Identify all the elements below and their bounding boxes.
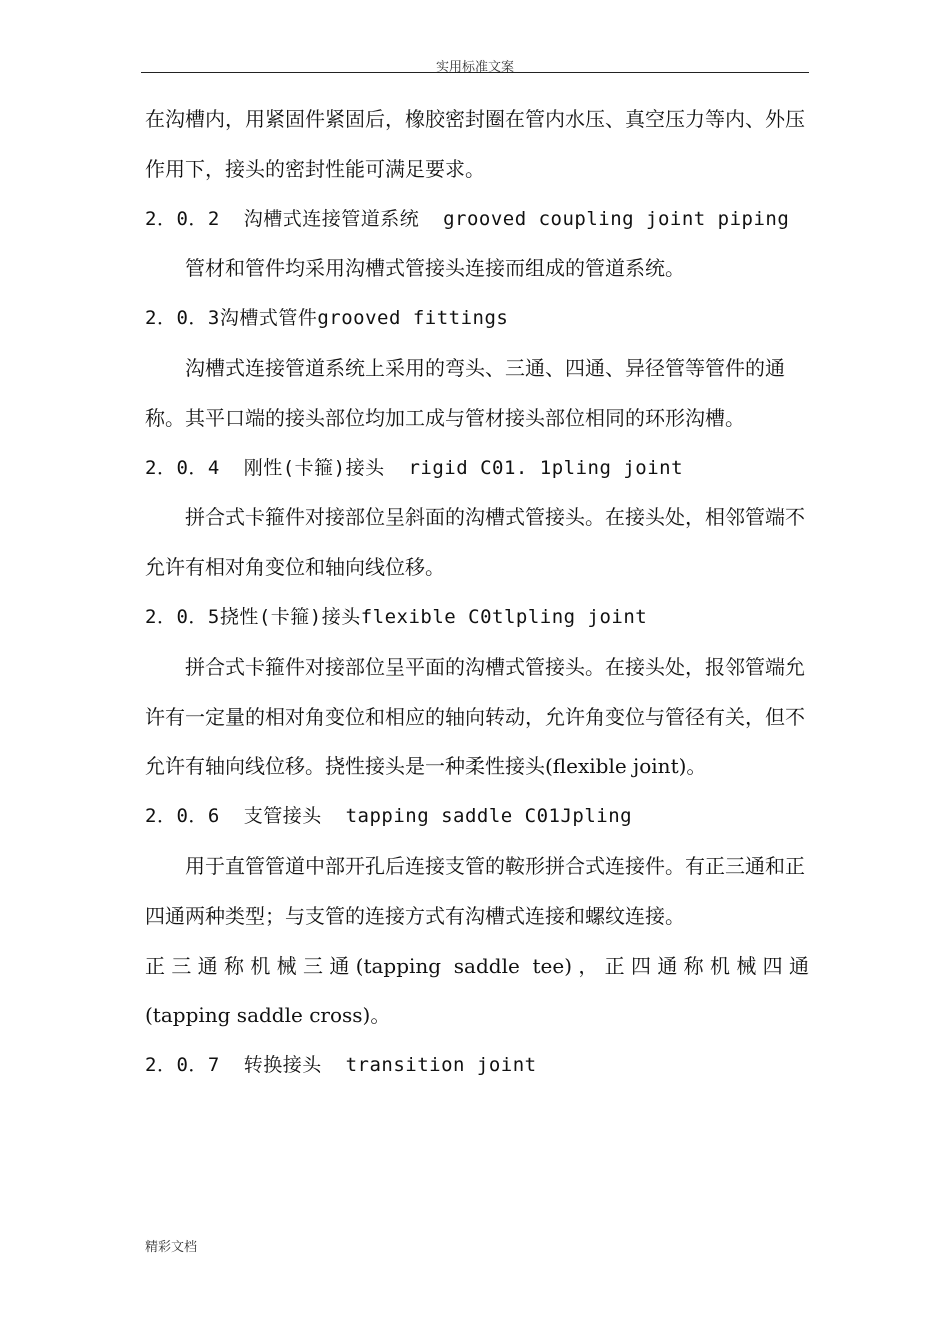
section-heading-2-0-7: 2．0．7 转换接头 transition joint — [145, 1054, 537, 1077]
section-heading-2-0-4: 2．0．4 刚性(卡箍)接头 rigid C01. 1pling joint — [145, 456, 684, 479]
section-heading-2-0-5: 2．0．5挠性(卡箍)接头flexible C0tlpling joint — [145, 605, 648, 628]
page-header-title: 实用标准文案 — [435, 60, 514, 75]
header-divider — [141, 72, 809, 73]
page-footer-label: 精彩文档 — [145, 1240, 198, 1255]
paragraph-2-0-6-end: (tapping saddle cross)。 — [145, 1003, 391, 1028]
paragraph-2-0-2: 管材和管件均采用沟槽式管接头连接而组成的管道系统。 — [185, 256, 685, 281]
paragraph-2-0-4: 拼合式卡箍件对接部位呈斜面的沟槽式管接头。在接头处，相邻管端不允许有相对角变位和轴向线位移。 — [145, 505, 805, 580]
document-body — [145, 95, 809, 1091]
paragraph-continued: 在沟槽内，用紧固件紧固后，橡胶密封圈在管内水压、真空压力等内、外压作用下，接头的密封性能可满足要求。 — [145, 107, 805, 181]
paragraph-2-0-6: 用于直管管道中部开孔后连接支管的鞍形拼合式连接件。有正三通和正四通两种类型；与支管的连接方式有沟槽式连接和螺纹连接。 — [145, 853, 805, 928]
section-heading-2-0-6: 2．0．6 支管接头 tapping saddle C01Jpling — [145, 805, 633, 828]
paragraph-2-0-6-line: 正三通称机械三通(tapping saddle tee)，正四通称机械四通 — [145, 953, 809, 978]
section-heading-2-0-3: 2．0．3沟槽式管件grooved fittings — [145, 307, 509, 330]
paragraph-2-0-5: 拼合式卡箍件对接部位呈平面的沟槽式管接头。在接头处，报邻管端允许有一定量的相对角变位和相应的轴向转动，允许角变位与管径有关，但不允许有轴向线位移。挠性接头是一种柔性接头(flexible joint)。 — [145, 654, 805, 779]
section-heading-2-0-2: 2．0．2 沟槽式连接管道系统 grooved coupling joint piping — [145, 207, 790, 230]
paragraph-2-0-3: 沟槽式连接管道系统上采用的弯头、三通、四通、异径管等管件的通称。其平口端的接头部位均加工成与管材接头部位相同的环形沟槽。 — [145, 355, 785, 430]
